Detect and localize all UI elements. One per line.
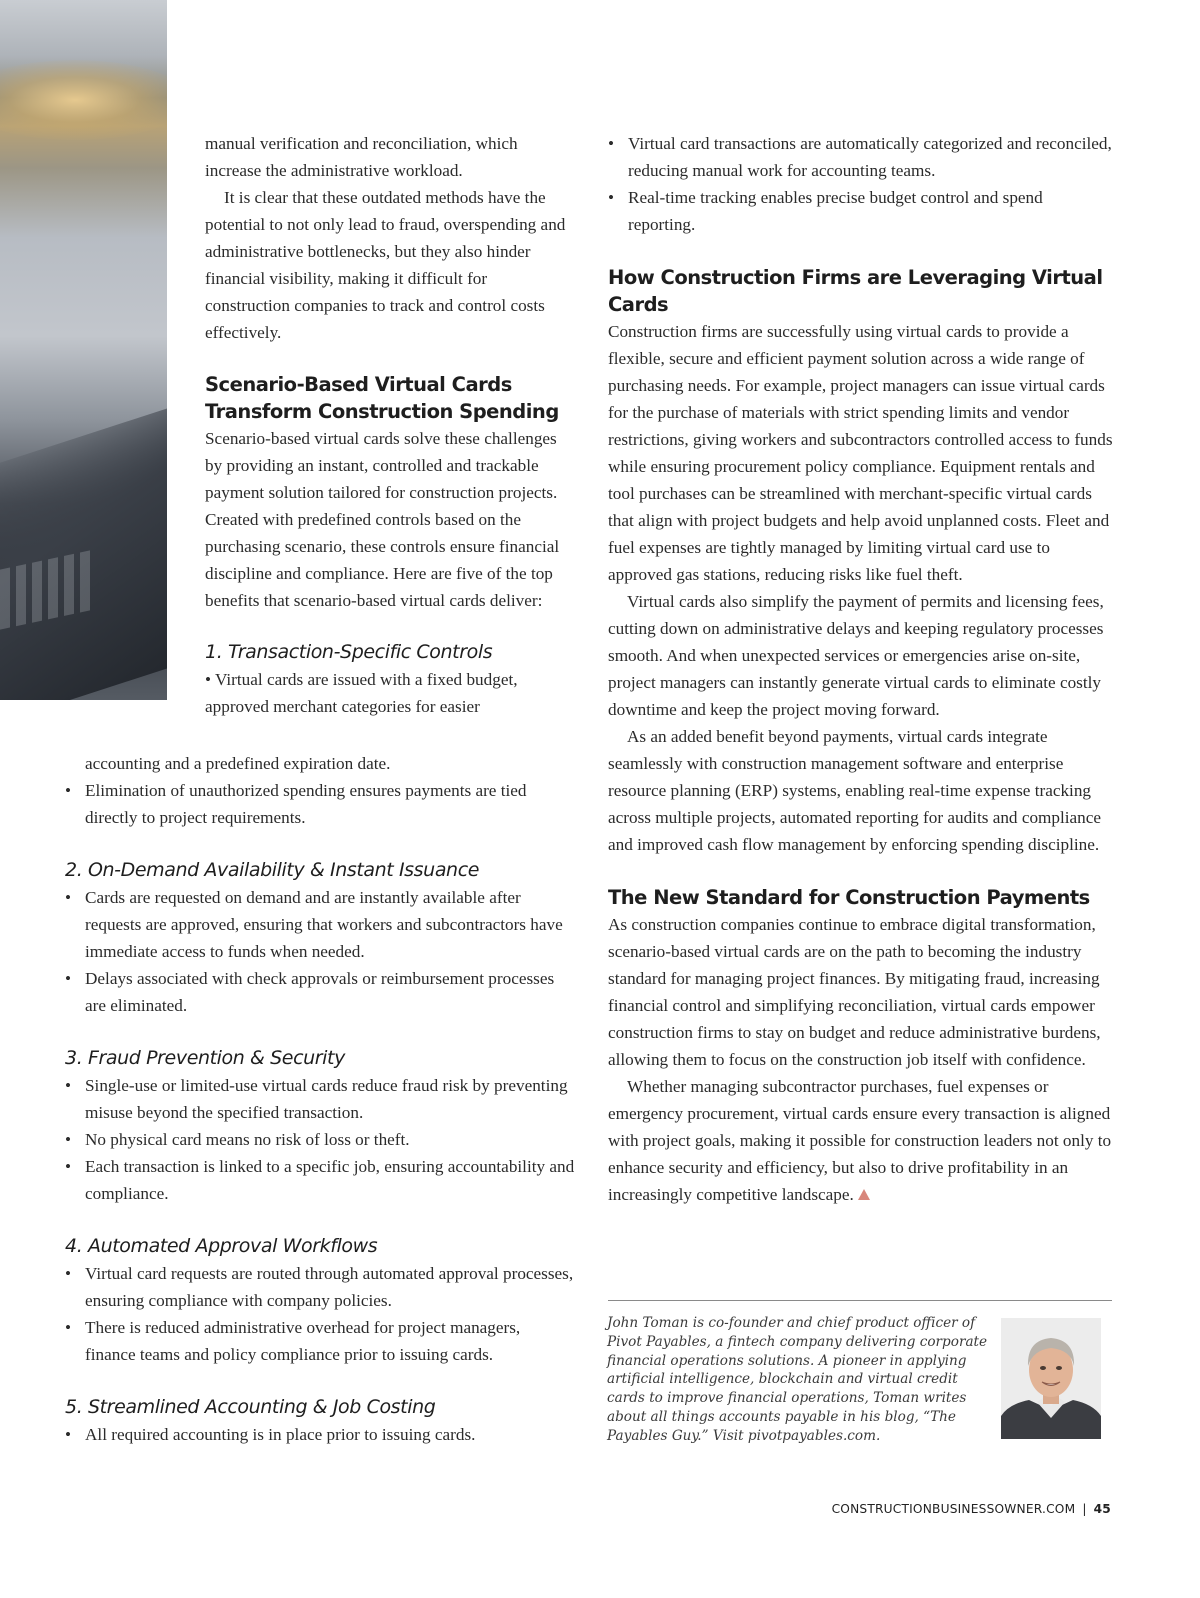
avatar-portrait-icon [1001,1318,1101,1439]
subheading: 4. Automated Approval Workflows [65,1235,378,1257]
header-photo [0,0,167,700]
page-number: 45 [1093,1502,1111,1516]
subheading: 1. Transaction-Specific Controls [205,641,493,663]
paragraph: It is clear that these outdated methods have the potential to not only lead to fraud, overspending and administrative bottlenecks, but they also hinder financial visibility, making it difficult for construction companies to track and control costs effectively. [205,188,566,342]
list-item: • Virtual cards are issued with a fixed budget, [205,670,518,689]
list-item: • Each transaction is linked to a specific job, ensuring accountability and compliance. [65,1153,575,1207]
list-item: • Real-time tracking enables precise budget control and spend reporting. [608,184,1114,238]
section-heading: The New Standard for Construction Payments [608,886,1090,909]
paragraph: As construction companies continue to embrace digital transformation, scenario-based virtual cards are on the path to becoming the industry standard for managing project finances. By mitigating fraud, increasing financial control and simplifying reconciliation, virtual cards empower construction firms to stay on budget and reduce administrative burdens, allowing them to focus on the construction job itself with confidence. [608,915,1101,1069]
subheading: 3. Fraud Prevention & Security [65,1047,345,1069]
right-column [608,130,1114,1208]
list-item: • There is reduced administrative overhead for project managers, finance teams and policy compliance prior to issuing cards. [65,1314,575,1368]
list-item: • All required accounting is in place prior to issuing cards. [65,1421,575,1448]
paragraph: Construction firms are successfully using virtual cards to provide a flexible, secure and efficient payment solution across a wide range of purchasing needs. For example, project managers can issue virtual cards for the purchase of materials with strict spending limits and vendor restrictions, giving workers and subcontractors controlled access to funds while ensuring procurement policy compliance. Equipment rentals and tool purchases can be streamlined with merchant-specific virtual cards that align with project budgets and help avoid unplanned costs. Fleet and fuel expenses are tightly managed by limiting virtual card use to approved gas stations, reducing risks like fuel theft. [608,322,1113,584]
list-item: • Virtual card transactions are automatically categorized and reconciled, reducing manual work for accounting teams. [608,130,1114,184]
list-item-continued: accounting and a predefined expiration date. [85,754,391,773]
paragraph: manual verification and reconciliation, which increase the administrative workload. [205,134,518,180]
paragraph: Scenario-based virtual cards solve these challenges by providing an instant, controlled and trackable payment solution tailored for construction projects. Created with predefined controls based on the purchasing scenario, these controls ensure financial discipline and compliance. Here are five of the top benefits that scenario-based virtual cards deliver: [205,429,560,610]
list-item: • Delays associated with check approvals or reimbursement processes are eliminated. [65,965,575,1019]
list-item-continued: approved merchant categories for easier [205,697,480,716]
paragraph: Whether managing subcontractor purchases, fuel expenses or emergency procurement, virtual cards ensure every transaction is aligned with project goals, making it possible for construction leaders not only to enhance security and efficiency, but also to drive profitability in an increasingly competitive landscape. [608,1077,1112,1204]
author-bio: John Toman is co-founder and chief product officer of Pivot Payables, a fintech company delivering corporate financial operations solutions. A pioneer in applying artificial intelligence, blockchain and virtual credit cards to improve financial operations, Toman writes about all things accounts payable in his blog, “The Payables Guy.” Visit pivotpayables.com. [607,1315,988,1444]
page-footer [832,1502,1111,1516]
subheading: 2. On-Demand Availability & Instant Issuance [65,859,480,881]
footer-separator: | [1082,1502,1087,1516]
list-item: • Single-use or limited-use virtual cards reduce fraud risk by preventing misuse beyond the specified transaction. [65,1072,575,1126]
list-item: • Cards are requested on demand and are instantly available after requests are approved, ensuring that workers and subcontractors have immediate access to funds when needed. [65,884,575,965]
section-heading: How Construction Firms are Leveraging Virtual Cards [608,266,1103,316]
site-name: CONSTRUCTIONBUSINESSOWNER.COM [831,1502,1076,1516]
list-item: • No physical card means no risk of loss or theft. [65,1126,575,1153]
section-heading: Scenario-Based Virtual Cards Transform Construction Spending [205,373,559,423]
subheading: 5. Streamlined Accounting & Job Costing [65,1396,436,1418]
paragraph: Virtual cards also simplify the payment of permits and licensing fees, cutting down on administrative delays and keeping regulatory processes smooth. And when unexpected services or emergencies arise on-site, project managers can instantly generate virtual cards to eliminate costly downtime and keep the project moving forward. [608,592,1104,719]
list-item: • Virtual card requests are routed through automated approval processes, ensuring compliance with company policies. [65,1260,575,1314]
left-column-lower [65,750,575,1448]
author-photo [1001,1318,1101,1439]
left-column-upper [205,130,573,720]
divider [608,1300,1112,1301]
triangle-icon [858,1189,870,1200]
list-item: • Elimination of unauthorized spending ensures payments are tied directly to project requirements. [65,777,575,831]
paragraph: As an added benefit beyond payments, virtual cards integrate seamlessly with construction management software and enterprise resource planning (ERP) systems, enabling real-time expense tracking across multiple projects, automated reporting for audits and compliance and improved cash flow management by enforcing spending discipline. [608,727,1102,854]
